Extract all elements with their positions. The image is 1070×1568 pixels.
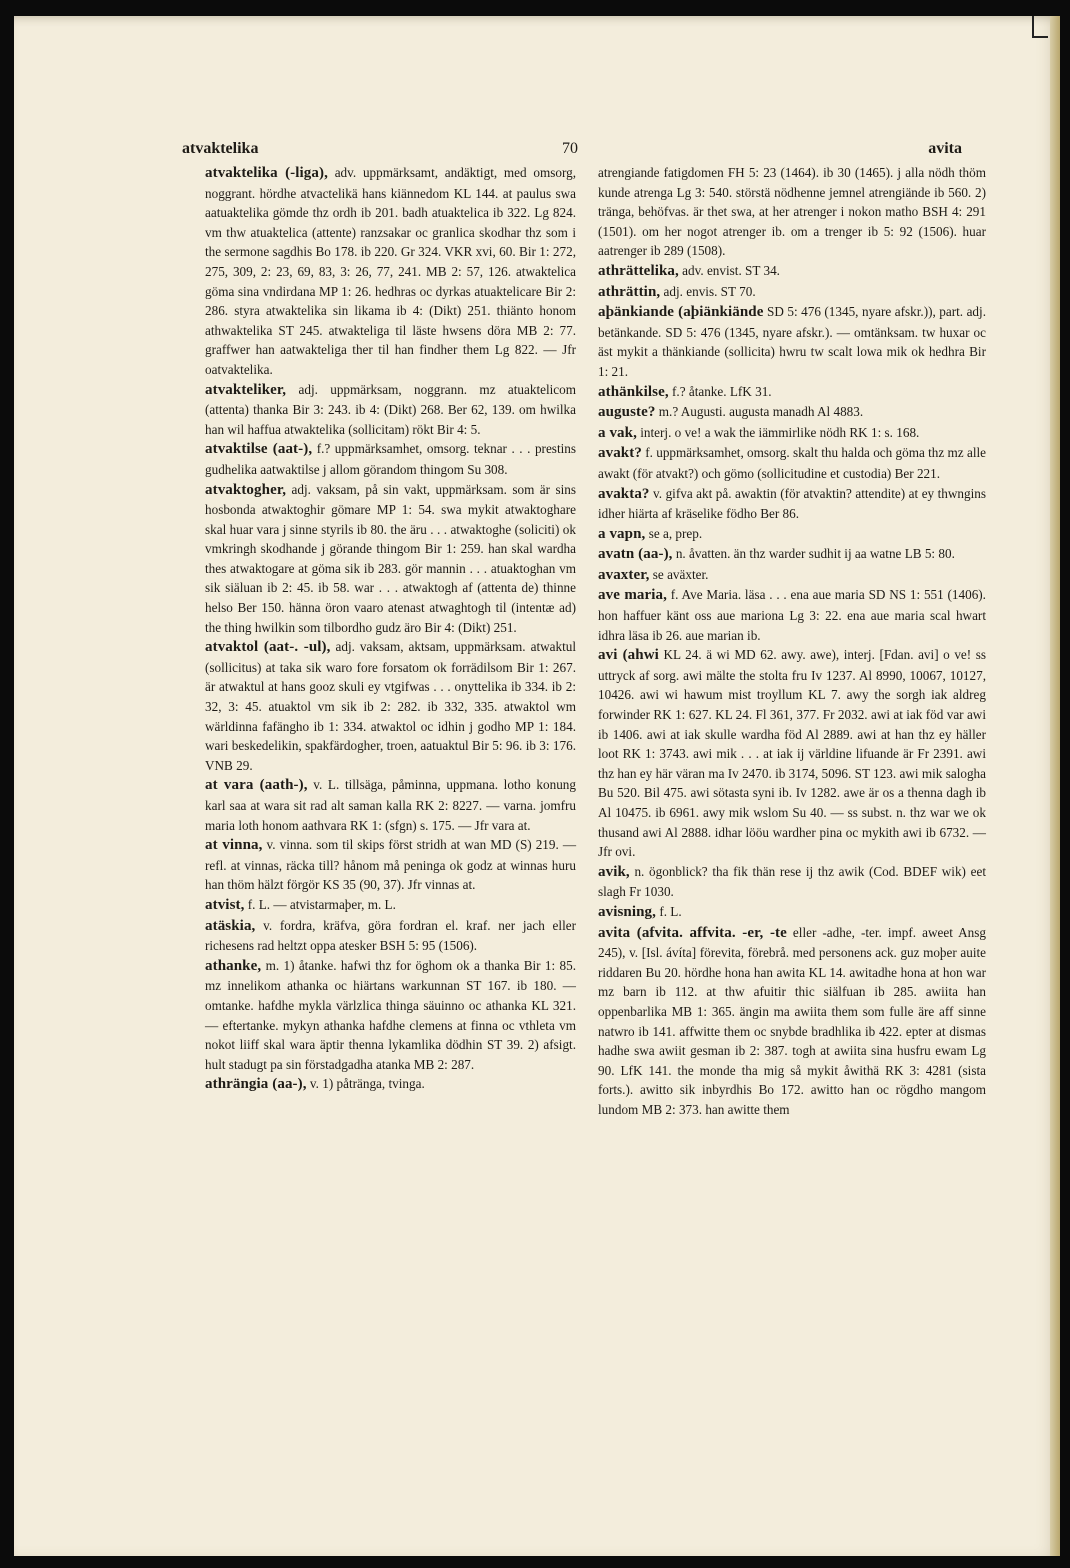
headword: avakt?	[598, 445, 642, 462]
dictionary-entry	[598, 544, 986, 565]
entry-text: n. åvatten. än thz warder sudhit ij aa watne LB 5: 80.	[672, 546, 955, 562]
dictionary-entry	[598, 423, 986, 444]
headword: avatn (aa-),	[598, 546, 673, 563]
dictionary-entry	[205, 380, 576, 440]
headword: avakta?	[598, 485, 650, 502]
entry-text: KL 24. ä wi MD 62. awy. awe), interj. [Fdan. avi] o ve! ss uttryck af sorg. awi mälte the stolta fru Iv 1237. Al 8990, 10067, 10127, 10426. awi wi hawum mist troyllum KL 7. awy the sorgh iak aldreg forwinder RK 1: 627. KL 24. Fl 361, 377. Fr 2032. awi at iak föd var awi ib 1406. awi at iak skulle wardha föd Al 2889. awi at han thz ey häller loot RK 1: 3743. awi mik . . . at iak ij världine lifuande är Fr 2391. awi thz han ey här väran ma Iv 2470. ib 3174, 5096. ST 123. awi mik salogha Bu 520. Bil 475. awi sötasta syni ib. Iv 1282. awe är os a thenna dagh ib Al 10475. ib 6961. awy mik wslom Su 40. — ss subst. n. thz war we ok thusand awi Al 2888. idhar lööu wardher pina oc mykith awi ib 6732. — Jfr ovi.	[598, 647, 986, 860]
entry-text: se a, prep.	[645, 525, 703, 541]
headword: avisning,	[598, 903, 657, 920]
left-column	[205, 163, 576, 1095]
dictionary-entry	[205, 956, 576, 1075]
dictionary-entry	[598, 402, 986, 423]
left-guide-word: atvaktelika	[182, 140, 259, 157]
dictionary-entry	[598, 282, 986, 303]
dictionary-entry	[598, 585, 986, 645]
entry-text: interj. o ve! a wak the iämmirlike nödh RK 1: s. 168.	[636, 424, 920, 440]
headword: a vak,	[598, 424, 637, 441]
dictionary-entry	[205, 835, 576, 895]
dictionary-entry	[205, 895, 576, 916]
headword: atvaktelika (-liga),	[205, 165, 328, 181]
dictionary-entry	[598, 565, 986, 586]
headword: atvaktogher,	[205, 481, 287, 498]
dictionary-entry	[598, 862, 986, 902]
dictionary-entry	[205, 480, 576, 638]
dictionary-entry	[598, 645, 986, 862]
entry-text: se aväxter.	[649, 566, 709, 582]
entry-text: atrengiande fatigdomen FH 5: 23 (1464). ib 30 (1465). j alla nödh thöm kunde atrenga Lg 3: 540. störstä nödhenne jemnel atrengiände ib 560. 2) tränga, behöfvas. är thet swa, at her atrenger i nokon matho BSH 4: 291 (1501). om her nogot atrenger ib. om a trenger ib 5: 92 (1506). huar aatrenger ib 289 (1508).	[598, 165, 986, 259]
headword: ave maria,	[598, 587, 667, 604]
headword: atvakteliker,	[205, 381, 287, 398]
entry-text: eller -adhe, -ter. impf. aweet Ansg 245), v. [Isl. ávíta] förevita, förebrå. med personens ack. guz moþer auite riddaren Bu 20. hördhe hona han awita KL 14. awitadhe hona at hon war mz barn ib 112. at thw afuitir thic siälfuan ib 285. awiita han oppenbarlika MB 1: 365. ängin ma awiita them som fulle äre aff sinne natwro ib 141. affwitte them oc snybde bradhlika ib 422. epter at dismas hadhe swa awiit gesman ib 2: 387. togh at awiita sina husfru ewam Lg 90. LfK 141. the monde tha mig så mykit åwithä RK 3: 4281 (sista forts.). awitto sik inbyrdhis Bo 172. awitto han oc rögdho mangom lundom MB 2: 373. han awitte them	[598, 924, 986, 1117]
dictionary-entry	[205, 775, 576, 835]
headword: atvaktol (aat-. -ul),	[205, 639, 331, 656]
dictionary-entry	[598, 163, 986, 261]
headword: athrättin,	[598, 283, 661, 300]
entry-text: m.? Augusti. augusta manadh Al 4883.	[655, 404, 864, 420]
headword: auguste?	[598, 404, 656, 421]
headword: aþänkiande (aþiänkiände	[598, 304, 764, 321]
entry-text: adj. vaksam, på sin vakt, uppmärksam. som är sins hosbonda atwaktoghir gömare MP 1: 54. swa mykit atwaktoghare skal huar vara j sinne styrils ib 80. the äru . . . atwaktoghe (soliciti) ok vmkringh skodhande j görande thingom Bir 1: 259. han skal wardha thes atwaktogare at göma sik ib 283. gör mannin . . . atuaktoghan vm sik siäluan ib 2: 45. ib 58. war . . . atwaktogh af (attenta de) thinne helso Ber 150. hänna öron vaaro atenast atwaghtogh til (intentæ ad) the thing hwilkin som tilbordho gudz äro Bir 4: (Dikt) 251.	[205, 481, 576, 635]
dictionary-entry	[598, 484, 986, 524]
headword: a vapn,	[598, 525, 646, 542]
entry-text: adj. envis. ST 70.	[660, 283, 756, 299]
dictionary-entry	[598, 382, 986, 403]
entry-text: adv. envist. ST 34.	[678, 262, 780, 278]
headword: athrängia (aa-),	[205, 1076, 307, 1093]
dictionary-entry	[205, 1074, 576, 1095]
entry-text: v. 1) påtränga, tvinga.	[306, 1076, 425, 1092]
entry-text: adj. vaksam, aktsam, uppmärksam. atwaktul (sollicitus) at taka sik waro fore forsatom ok forrädilsom Bir 1: 267. är atwaktul at hans gooz skuli ey vtgifwas . . . onyttelika ib 334. ib 2: 32, 3: 45. atuaktol vm sik ib 2: 282. ib 332, 335. atwaktol wm wärldinna fafängho ib 1: 334. atwaktol oc idhin j godho MP 1: 184. wari beskedelikin, spakfärdogher, troen, aatuaktul Bir 5: 96. ib 3: 176. VNB 29.	[205, 639, 577, 773]
entry-text: v. L. tillsäga, påminna, uppmana. lotho konung karl saa at wara sit rad alt saman kalla RK 2: 8227. — varna. jomfru maria loth honom aathvara RK 1: (sfgn) s. 175. — Jfr vara at.	[205, 777, 576, 833]
entry-text: SD 5: 476 (1345, nyare afskr.)), part. adj. betänkande. SD 5: 476 (1345, nyare afskr.). — omtänksam. tw huxar oc äst mykit a thänkiande (sollicita) hwru tw scalt lowa mik ok hedhra Bir 1: 21.	[598, 304, 986, 379]
dictionary-entry	[598, 902, 986, 923]
entry-text: n. ögonblick? tha fik thän rese ij thz awik (Cod. BDEF wik) eet slagh Fr 1030.	[598, 863, 986, 900]
headword: avita (afvita. affvita. -er, -te	[598, 924, 787, 941]
headword: athänkilse,	[598, 383, 669, 400]
entry-text: adv. uppmärksamt, andäktigt, med omsorg, noggrant. hördhe atvactelikä hans kiännedom KL 144. at paulus swa aatuaktelika gömde thz ordh ib 201. badh atuaktelica ib 322. Lg 824. vm thw atuaktelica (attente) ranzsakar oc granlica skodhar thz som i the sermone sagdhis Bo 178. ib 220. Gr 324. VKR xvi, 60. Bir 1: 272, 275, 309, 2: 23, 69, 83, 3: 26, 77, 241. MB 2: 57, 126. atwaktelica göma sina vndirdana MP 1: 26. hedhras oc dyrkas atuaktelicare Bir 2: 286. styra atwaktelika sin likama ib 4: (Dikt) 251. thiänto honom athwaktelika ST 245. atwakteliga til läste hwsens döra MB 2: 77. graffwer han aatwakteliga ther til han findher them Lg 822. — Jfr oatvaktelika.	[205, 165, 576, 377]
headword: at vinna,	[205, 837, 263, 854]
headword: atvist,	[205, 896, 245, 913]
right-column	[598, 163, 986, 1120]
headword: atäskia,	[205, 917, 256, 934]
headword: at vara (aath-),	[205, 777, 308, 794]
page-edge	[1050, 16, 1060, 1556]
entry-text: f. uppmärksamhet, omsorg. skalt thu halda och göma thz mz alle awakt (för atvakt?) och gömo (sollicitudine et custodia) Ber 221.	[598, 445, 986, 481]
entry-text: v. vinna. som til skips först stridh at wan MD (S) 219. — refl. at vinnas, räcka till? hånom må peninga ok godz at winnas huru han thöm hälzt förgör KS 35 (90, 37). Jfr vinnas at.	[205, 837, 577, 893]
dictionary-entry	[205, 439, 576, 479]
entry-text: f.? uppmärksamhet, omsorg. teknar . . . prestins gudhelika aatwaktilse j allom görandom thingom Su 308.	[205, 441, 576, 477]
dictionary-entry	[205, 163, 576, 380]
dictionary-entry	[598, 443, 986, 483]
headword: athrättelika,	[598, 262, 679, 279]
entry-text: f. Ave Maria. läsa . . . ena aue maria SD NS 1: 551 (1406). hon haffuer känt oss aue mariona Lg 3: 22. ena aue maria scal hwart idhra läsa ib 26. aue marian ib.	[598, 587, 986, 643]
headword: avaxter,	[598, 566, 650, 583]
entry-text: m. 1) åtanke. hafwi thz for öghom ok a thanka Bir 1: 85. mz innelikom athanka oc hiärtans warkunnan ST 167. ib 180. — omtanke. hafdhe mykla värlzlica thinga säuinno oc athanka KL 321. — eftertanke. mykyn athanka hafdhe clemens at finna oc vthleta vm nokot liiff skal wara äptir thenna lykamlika dödhin ST 39. 2) afsigt. hult stadugt pa sin förstadgadha atanka MB 2: 287.	[205, 957, 576, 1072]
running-head	[182, 140, 962, 164]
dictionary-entry	[205, 637, 576, 775]
headword: avik,	[598, 863, 630, 880]
page-number: 70	[562, 140, 578, 157]
dictionary-entry	[598, 524, 986, 545]
entry-text: f. L. — atvistarmaþer, m. L.	[244, 896, 396, 912]
entry-text: f. L.	[656, 903, 682, 919]
entry-text: v. gifva akt på. awaktin (för atvaktin? attendite) at ey thwngins idher hiärta af kräselike födho Ber 86.	[598, 485, 986, 522]
headword: athanke,	[205, 957, 262, 974]
entry-text: f.? åtanke. LfK 31.	[668, 383, 772, 399]
dictionary-entry	[598, 923, 986, 1120]
right-guide-word: avita	[928, 140, 962, 157]
dictionary-entry	[598, 302, 986, 381]
scanned-page	[14, 16, 1060, 1556]
dictionary-entry	[598, 261, 986, 282]
entry-text: adj. uppmärksam, noggrann. mz atuaktelicom (attenta) thanka Bir 3: 243. ib 4: (Dikt) 268. Ber 62, 139. om hwilka han wil haffua atwaktelika (sollicitam) rökt Bir 4: 5.	[205, 381, 576, 437]
headword: atvaktilse (aat-),	[205, 441, 313, 458]
corner-mark	[1032, 16, 1048, 38]
dictionary-entry	[205, 916, 576, 956]
entry-text: v. fordra, kräfva, göra fordran el. kraf. ner jach eller richesens rad heltzt oppa atesker BSH 5: 95 (1506).	[205, 917, 576, 954]
headword: avi (ahwi	[598, 647, 659, 664]
